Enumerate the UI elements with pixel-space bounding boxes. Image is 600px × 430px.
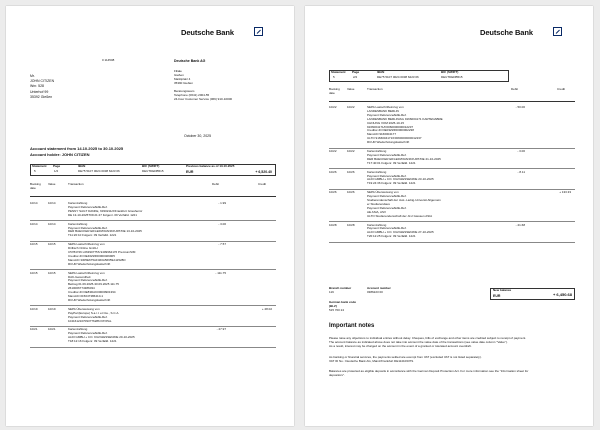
recipient-line: Mr. (30, 74, 35, 78)
consulting-service: 24-hour Customer Service (069) 910-10000 (174, 96, 233, 101)
summary-header-iban: IBAN (377, 70, 385, 74)
branch-line: 35390 Gießen (174, 80, 194, 85)
notes-line: VAT ID No.: Deutsche Bank AG, Mainz/Frankfurt DE114103379. (329, 358, 414, 363)
summary-page: 1/2 (54, 169, 59, 173)
summary-header-page: Page (53, 164, 61, 168)
transaction-text-line: RCUR Wiederholungslastschrift (367, 140, 410, 145)
table-divider (329, 101, 575, 102)
transaction-text-line: Studierendenschaft der Just.-Liebig-Universit Allgemein (367, 198, 441, 202)
transaction-text-line: 2610006774386034 (68, 286, 95, 291)
col-debit: Debit (212, 182, 220, 186)
bank-entity: Deutsche Bank AG (174, 59, 206, 63)
debit-amount: - 7.57 (218, 242, 226, 247)
transaction-text-line: ALDI GMBH + CO. KG//GIESSEN/DE 23-10-2025 (367, 177, 434, 182)
new-balance-value: + 6,450.68 (552, 292, 572, 297)
transaction-text-line: Payment Reference/E2E-Ref. (68, 278, 108, 283)
table-divider (30, 196, 276, 197)
col-booking-date: Booking date (329, 87, 340, 95)
branch-block (174, 70, 193, 86)
debit-amount: - 3.00 (517, 149, 525, 153)
booking-date: 10/14 (30, 221, 38, 226)
value-date: 10/26 (347, 190, 355, 195)
transaction-text-line: Kartenzahlung (367, 149, 387, 153)
transaction-text-line: 1041612107093776286 PAYPAL (68, 318, 112, 323)
transaction-text-line: Creditor-ID DE83DAK00000901394 (68, 290, 116, 295)
col-debit: Debit (511, 87, 519, 91)
summary-header-page: Page (352, 70, 360, 74)
row-divider (30, 241, 276, 242)
transaction-text-line: Mand-ID 015047386410-1 (68, 294, 104, 298)
notes-line: The account balance as indicated above does not take into account the value date of the transactions (see value date column "Value"). (329, 339, 508, 344)
branch-label: Filiale (174, 69, 182, 73)
bank-logo-text: Deutsche Bank (181, 28, 234, 37)
transaction-text-line: Kartenzahlung (68, 221, 88, 226)
transaction-text-line: ULTO 9166004171/F0060000000012237 (367, 136, 422, 141)
notes-line: As banking or financial services, the payments settled are exempt from VAT (excluded VAT is not listed separately). (329, 355, 482, 359)
credit-amount: + 133.33 (559, 190, 571, 195)
transaction-text-line: CHNUNG VOM 2025-10-15 (367, 120, 405, 125)
transaction-text-line: T20:12:25 Folgenr. 09 Verfalld. 1221 (367, 234, 416, 239)
transaction-text-line: er Studierendaus (367, 201, 390, 206)
transaction-text-line: 9166004171/F0060000000012237 (367, 124, 414, 129)
summary-bic: DEUTDEDB515 (441, 75, 463, 79)
deutsche-bank-slash-icon (553, 27, 562, 36)
transaction-text-line: Creditor-ID DE46ZZZ00000409905 (68, 253, 115, 258)
summary-header-bic: BIC (SWIFT) (441, 70, 459, 74)
transaction-text-line: Mand-ID 3305E675AF460A56659A11528D (68, 257, 126, 262)
row-divider (329, 168, 575, 169)
consulting-phone: Telephone (0641) 2004-55 (174, 92, 210, 97)
statement-title: Account statement from 14.10.2025 to 30.10.2025 (30, 146, 124, 151)
debit-amount: - 8.11 (517, 169, 525, 174)
transaction-text-line: RCUR Wiederholungslastschrift (68, 261, 111, 266)
value-date: 10/15 (48, 242, 56, 247)
transaction-text-line: Payment Reference/E2E-Ref. (367, 152, 407, 157)
summary-header-prev-balance: Previous balance as of 13.10.2025 (186, 164, 235, 168)
transaction-text-line: AE ASIA, ASV (367, 209, 387, 214)
transaction-text-line: T18:12:16 Folgenr. 09 Verfalld. 1221 (68, 339, 117, 344)
recipient-line: Wnr. 528 (30, 84, 45, 89)
row-divider (30, 305, 276, 306)
transaction-text-line: ALDI GMBH + CO. KG//GIESSEN/DE 27-10-2025 (367, 230, 434, 235)
important-notes-title: Important notes (329, 323, 375, 329)
transaction-text-line: LANDESBANK BERLIN (367, 108, 399, 113)
summary-bic: DEUTDEDB515 (142, 169, 164, 173)
transaction-text-line: Payment Reference/E2E-Ref. (68, 331, 108, 336)
recipient-line: JOHN CITIZEN (30, 79, 55, 84)
row-divider (30, 220, 276, 221)
col-value: Value (347, 87, 355, 91)
deutsche-bank-slash-icon (254, 27, 263, 36)
summary-statement-no: 5 (333, 75, 335, 79)
notes-paragraph (329, 337, 526, 349)
booking-date: 10/19 (30, 306, 38, 311)
transaction-text-line: SEPA Lastschrifteinzug von (68, 270, 105, 275)
transaction-text-line: SEPA Überweisung von (68, 306, 100, 311)
transaction-text-line: T11:20:10 Folgenr. 09 Verfalld. 1221 (68, 233, 117, 238)
booking-date: 10/15 (30, 242, 38, 247)
transaction-text-line: Beitrag 01.09.2025-30.09.2025 111.75 (68, 282, 119, 287)
summary-header-bic: BIC (SWIFT) (142, 164, 160, 168)
row-divider (329, 221, 575, 222)
transaction-text-line: RCUR Wiederholungslastschrift (68, 297, 111, 302)
booking-date: 10/15 (30, 270, 38, 275)
transaction-text-line: Kartenzahlung (367, 222, 387, 227)
value-date: 10/21 (48, 327, 56, 332)
value-date: 10/22 (347, 105, 355, 109)
branch-line: Marktplatz 4 (174, 76, 191, 81)
booking-date: 10/26 (329, 190, 337, 195)
summary-currency: EUR (186, 170, 194, 174)
new-balance-label: New balance (493, 288, 512, 292)
transaction-text-line: DER BAECKER EIFLER//FRANKFURT/DE 13-10-2025 (68, 229, 142, 234)
transaction-text-line: Payment Reference/E2E-Ref. (68, 204, 108, 209)
row-divider (329, 148, 575, 149)
statement-page-2 (305, 6, 593, 426)
debit-amount: - 111.75 (215, 270, 226, 275)
account-holder: Account holder: JOHN CITIZEN (30, 152, 90, 157)
row-divider (30, 347, 276, 348)
debit-amount: - 3.00 (218, 221, 226, 226)
bank-code-label: German bank code (BLZ) (329, 300, 357, 308)
booking-date: 10/21 (30, 327, 38, 332)
row-divider (329, 242, 575, 243)
transaction-text-line: Drillisch Online GmbH (68, 246, 98, 251)
transaction-text-line: Payment Reference/E2E-Ref. (367, 112, 407, 117)
col-credit: Credit (258, 182, 267, 186)
value-date: 10/14 (48, 201, 56, 205)
bank-code-value: 515 700 24 (329, 308, 345, 312)
summary-header-iban: IBAN (78, 164, 86, 168)
transaction-text-line: ALDI GMBH + CO. KG//GIESSEN/DE 20-10-2025 (68, 335, 135, 340)
summary-page: 2/2 (353, 75, 358, 79)
statement-page-1 (6, 6, 294, 426)
summary-header-statement: Statement (331, 70, 346, 74)
transaction-text-line: SEPA Lastschrifteinzug von (68, 242, 105, 247)
notes-paragraph (329, 356, 482, 364)
notes-line: Please raise any objections to individual entries without delay. Cheques, bills of exchange and other items are credited subject to receipt of payment. (329, 336, 527, 340)
notes-line: Balances are protected as eligible deposits in accordance with the German Deposit Protection Act. For more information see the "Information sheet for (329, 369, 529, 373)
col-transaction: Transaction (68, 182, 84, 186)
new-balance-currency: EUR (493, 294, 501, 298)
recipient-address (30, 74, 54, 100)
transaction-text-line: DE 13-10-2025T09:21:47 Folgenr. 09 Verfalld. 1221 (68, 212, 137, 217)
col-booking-date: Booking date (30, 182, 41, 190)
booking-date: 10/28 (329, 222, 337, 227)
branch-number-value: 119 (329, 290, 334, 294)
consulting-label: Beratungsteam (174, 89, 195, 93)
value-date: 10/15 (48, 270, 56, 275)
summary-statement-no: 5 (34, 169, 36, 173)
transaction-text-line: Mand-ID 9166004177 (367, 132, 397, 137)
recipient-line: Unterhof 99 (30, 89, 49, 94)
value-date: 10/28 (347, 222, 355, 227)
value-date: 10/14 (48, 221, 56, 226)
summary-prev-balance: + 6,520.40 (255, 170, 272, 174)
transaction-text-line: Payment Reference/E2E-Ref. (367, 226, 407, 231)
barcode-text: 0 114508 (102, 58, 115, 62)
transaction-text-line: SEPA Lastschrifteinzug von (367, 105, 404, 109)
booking-date: 10/22 (329, 149, 337, 153)
transaction-text-line: SEPA Überweisung von (367, 190, 399, 195)
value-date: 10/26 (347, 169, 355, 174)
statement-date: October 30, 2025 (184, 134, 212, 138)
booking-date: 10/22 (329, 105, 337, 109)
transaction-text-line: ULTO Studierendenschaft der JLU Giessen ASIA (367, 213, 433, 218)
value-date: 10/22 (347, 149, 355, 153)
transaction-text-line: Payment Reference/E2E-Ref. (68, 225, 108, 230)
bank-logo-text: Deutsche Bank (480, 28, 533, 37)
col-credit: Credit (557, 87, 566, 91)
transaction-text-line: Kartenzahlung (68, 327, 88, 332)
col-transaction: Transaction (367, 87, 383, 91)
debit-amount: - 21.68 (515, 222, 525, 227)
transaction-text-line: DAK-Gesundheit (68, 274, 91, 279)
transaction-text-line: T17:40:01 Folgenr. 09 Verfalld. 1221 (367, 160, 416, 165)
transaction-text-line: Payment Reference/E2E-Ref. (68, 314, 108, 319)
transaction-text-line: PayPal (Europe) S.a.r.l. et Cie., S.C.A. (68, 310, 120, 315)
transaction-text-line: Payment Reference/E2E-Ref. (367, 173, 407, 178)
row-divider (329, 189, 575, 190)
transaction-text-line: C5784726 L06390775S 9409964176 PremiumSIM (68, 250, 136, 254)
transaction-text-line: Kartenzahlung (367, 169, 387, 174)
notes-line: As a result, interest may be charged on the account in the event of a granted or tolerated account overdraft. (329, 343, 472, 348)
notes-line: depositors". (329, 372, 345, 377)
credit-amount: + 28.02 (261, 306, 272, 311)
debit-amount: - 1.99 (218, 201, 226, 205)
booking-date: 10/26 (329, 169, 337, 174)
transaction-text-line: PENNY SAGT DANKE, 6330211/2/Frankfurt Griesheim/ (68, 208, 143, 213)
summary-iban: DE75 5107 0024 0038 6223 06 (377, 75, 419, 79)
row-divider (30, 326, 276, 327)
summary-iban: DE75 5107 0024 0038 6223 06 (78, 169, 120, 173)
transaction-text-line: Payment Reference/E2E-Ref. (367, 205, 407, 210)
account-number-label: Account number (367, 286, 391, 290)
debit-amount: - 50.00 (515, 105, 525, 109)
account-number-value: 0386223 00 (367, 290, 383, 294)
branch-line: Gießen (174, 72, 184, 77)
transaction-text-line: T19:24:36 Folgenr. 09 Verfalld. 1221 (367, 181, 416, 186)
booking-date: 10/14 (30, 201, 38, 205)
summary-header-statement: Statement (32, 164, 47, 168)
transaction-text-line: Kartenzahlung (68, 201, 88, 205)
transaction-text-line: LANDESBANK BERLIN/AG 9166004171 KARTENABRE (367, 116, 443, 121)
row-divider (30, 269, 276, 270)
col-value: Value (48, 182, 56, 186)
transaction-text-line: Payment Reference/E2E-Ref. (367, 194, 407, 199)
recipient-line: 35392 Gießen (30, 94, 53, 99)
transaction-text-line: Creditor-ID DE03ZZZ00000002238 (367, 128, 414, 133)
transaction-text-line: DER BAECKER EIFLER//FRANKFURT/DE 21-10-2025 (367, 156, 441, 161)
value-date: 10/19 (48, 306, 56, 311)
notes-paragraph (329, 370, 528, 378)
branch-number-label: Branch number (329, 286, 352, 290)
consulting-block (174, 90, 232, 102)
debit-amount: - 27.97 (216, 327, 226, 332)
